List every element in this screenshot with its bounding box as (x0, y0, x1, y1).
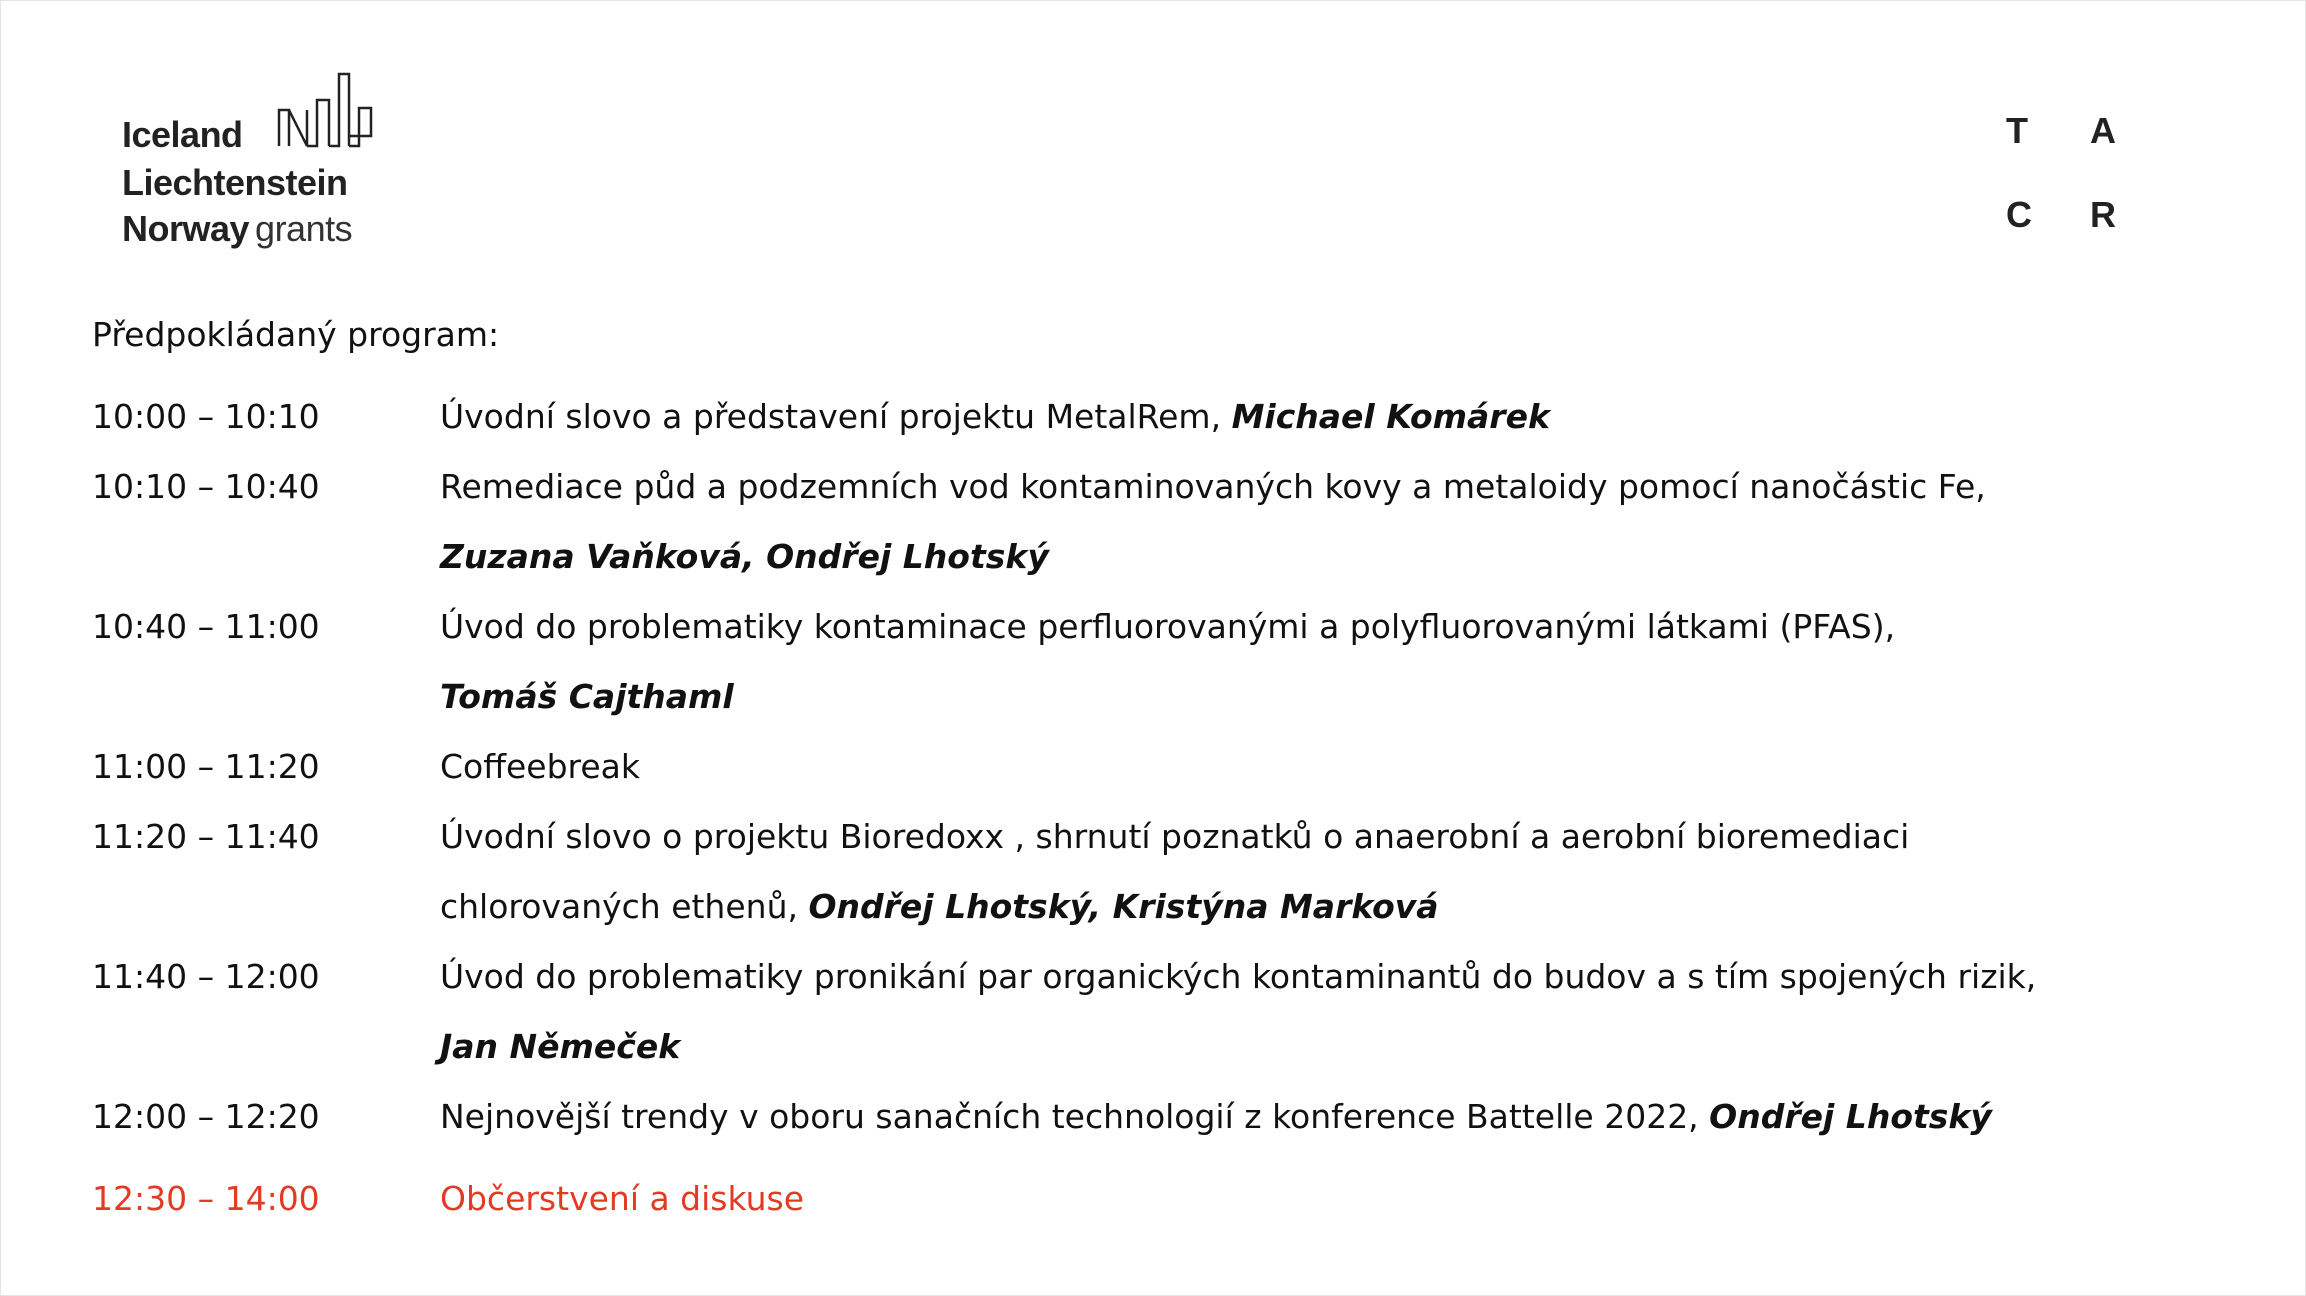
program-text: Coffeebreak (440, 747, 640, 786)
logo-line-liechtenstein: Liechtenstein (122, 162, 348, 203)
program-item-refreshments (92, 1164, 2192, 1234)
program-description (440, 1082, 2192, 1152)
program-text-continued (440, 872, 2192, 942)
program-description (440, 592, 2192, 732)
tacr-letter-c: C (2006, 194, 2032, 235)
tacr-letter-t: T (2006, 110, 2028, 151)
program-speakers: Ondřej Lhotský (1709, 1097, 1992, 1136)
program-item (92, 732, 2192, 802)
program-text: Nejnovější trendy v oboru sanačních technologií z konference Battelle 2022, (440, 1097, 1710, 1136)
program-heading: Předpokládaný program: (92, 315, 500, 354)
eea-grants-mark-icon (277, 64, 377, 154)
logo-norway: Norway (122, 208, 250, 249)
tacr-logo (2006, 110, 2146, 240)
program-speakers: Ondřej Lhotský, Kristýna Marková (808, 887, 1439, 926)
program-time: 11:00 – 11:20 (92, 747, 320, 786)
program-item (92, 802, 2192, 942)
program-text: Úvod do problematiky kontaminace perfluorovanými a polyfluorovanými látkami (PFAS), (440, 607, 1896, 646)
program-text: Úvod do problematiky pronikání par organických kontaminantů do budov a s tím spojených rizik, (440, 957, 2037, 996)
program-description (440, 452, 2192, 592)
logo-grants: grants (255, 208, 353, 249)
program-description (440, 382, 2192, 452)
logo-line-iceland: Iceland (122, 114, 243, 155)
program-text: Remediace půd a podzemních vod kontaminovaných kovy a metaloidy pomocí nanočástic Fe, (440, 467, 1986, 506)
program-speakers: Zuzana Vaňková, Ondřej Lhotský (440, 537, 1049, 576)
tacr-letter-r: R (2090, 194, 2116, 235)
program-text: Občerstvení a diskuse (440, 1179, 804, 1218)
program-time: 10:40 – 11:00 (92, 607, 320, 646)
program-speakers: Michael Komárek (1231, 397, 1550, 436)
program-time: 11:40 – 12:00 (92, 957, 320, 996)
program-speakers: Jan Němeček (440, 1027, 681, 1066)
program-item (92, 382, 2192, 452)
program-description (440, 802, 2192, 942)
program-text-line2: chlorovaných ethenů, (440, 887, 809, 926)
program-text: Úvodní slovo o projektu Bioredoxx , shrnutí poznatků o anaerobní a aerobní bioremediaci (440, 817, 1910, 856)
program-time: 12:00 – 12:20 (92, 1097, 320, 1136)
program-speakers: Tomáš Cajthaml (440, 677, 734, 716)
program-description (440, 942, 2192, 1082)
program-item (92, 942, 2192, 1082)
program (92, 312, 2192, 1234)
tacr-letter-a: A (2090, 110, 2116, 151)
program-description (440, 732, 2192, 802)
program-time: 10:10 – 10:40 (92, 467, 320, 506)
program-item (92, 1082, 2192, 1152)
program-time: 11:20 – 11:40 (92, 817, 320, 856)
program-time: 10:00 – 10:10 (92, 397, 320, 436)
program-item (92, 452, 2192, 592)
program-item (92, 592, 2192, 732)
logo-line-norway (122, 208, 352, 250)
eea-grants-logo (122, 64, 422, 254)
program-text: Úvodní slovo a představení projektu MetalRem, (440, 397, 1232, 436)
program-time: 12:30 – 14:00 (92, 1179, 320, 1218)
program-description (440, 1164, 2192, 1234)
